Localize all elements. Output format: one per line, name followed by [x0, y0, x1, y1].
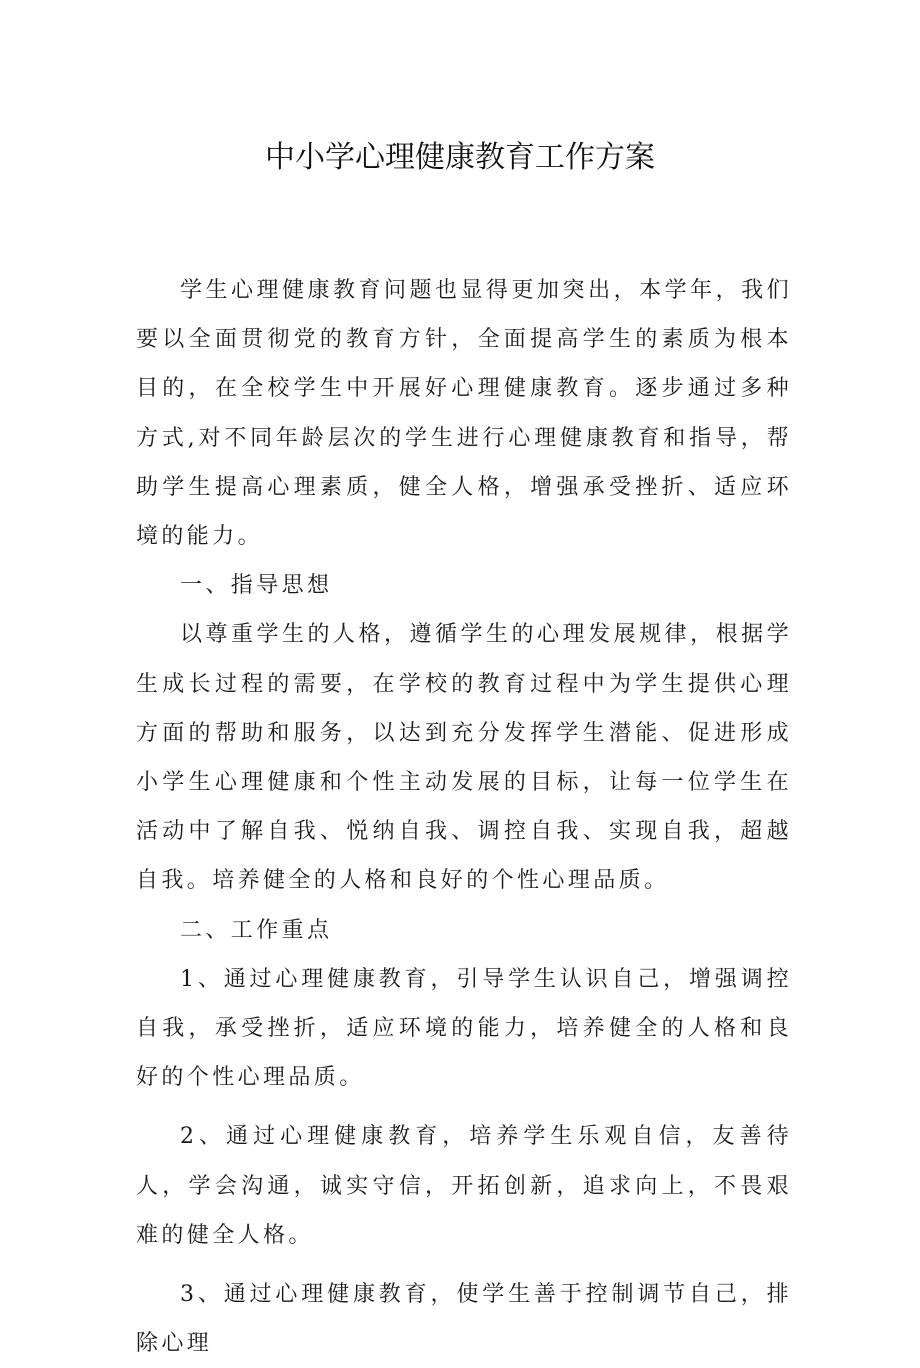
document-body — [136, 266, 792, 1368]
list-item-focus-2: 2、通过心理健康教育，培养学生乐观自信，友善待人，学会沟通，诚实守信，开拓创新，追求向上，不畏艰难的健全人格。 — [136, 1124, 792, 1248]
paragraph-guiding-ideology: 以尊重学生的人格，遵循学生的心理发展规律，根据学生成长过程的需要，在学校的教育过程中为学生提供心理方面的帮助和服务，以达到充分发挥学生潜能、促进形成小学生心理健康和个性主动发展的目标，让每一位学生在活动中了解自我、悦纳自我、调控自我、实现自我，超越自我。培养健全的人格和良好的个性心理品质。 — [136, 622, 792, 894]
list-item-focus-3: 3、通过心理健康教育，使学生善于控制调节自己，排除心理 — [136, 1282, 792, 1357]
section-heading-work-focus: 二、工作重点 — [180, 917, 333, 943]
section-heading-guiding-ideology: 一、指导思想 — [180, 573, 333, 599]
paragraph-intro: 学生心理健康教育问题也显得更加突出，本学年，我们要以全面贯彻党的教育方针，全面提高学生的素质为根本目的，在全校学生中开展好心理健康教育。逐步通过多种方式,对不同年龄层次的学生进行心理健康教育和指导，帮助学生提高心理素质，健全人格，增强承受挫折、适应环境的能力。 — [136, 278, 792, 550]
document-title: 中小学心理健康教育工作方案 — [265, 140, 655, 175]
list-item-focus-1: 1、通过心理健康教育，引导学生认识自己，增强调控自我，承受挫折，适应环境的能力，培养健全的人格和良好的个性心理品质。 — [136, 966, 792, 1091]
